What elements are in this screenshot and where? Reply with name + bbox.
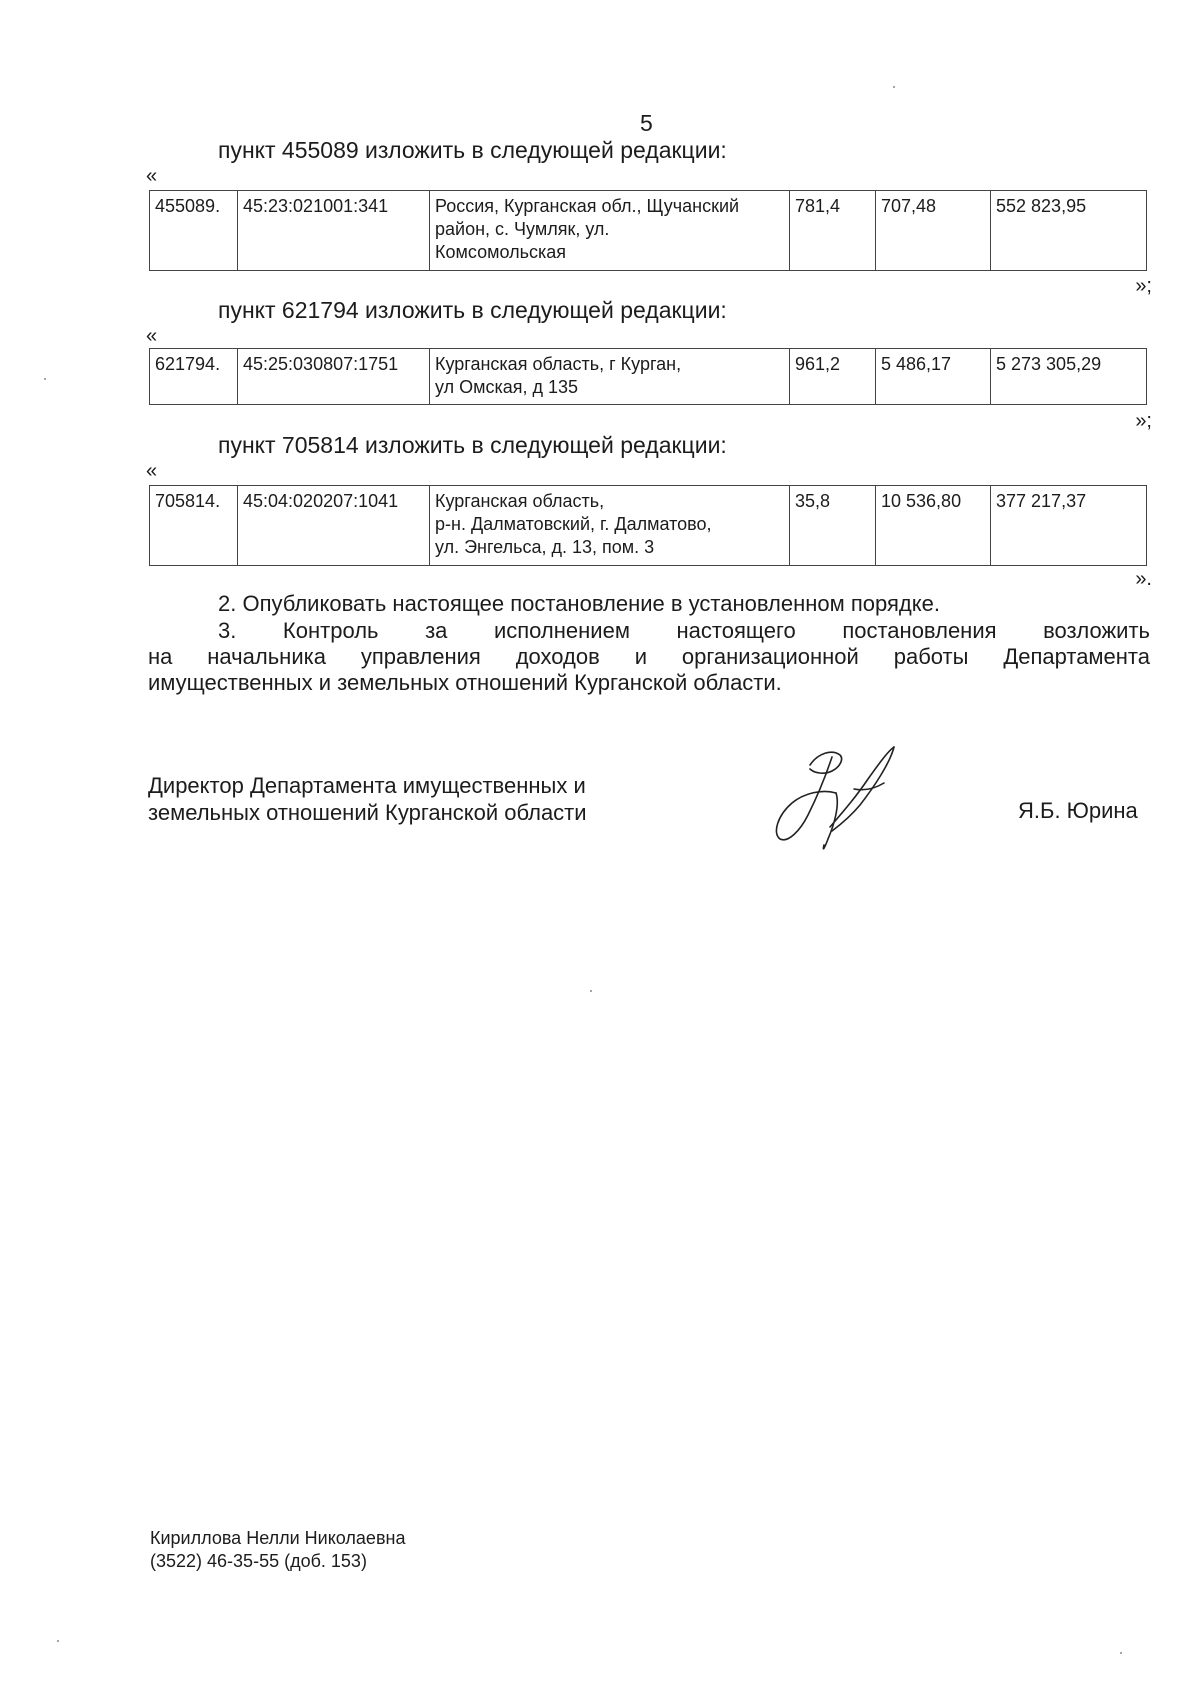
address-line: р-н. Далматовский, г. Далматово, [435,514,712,534]
section-3-open-quote: « [146,460,158,482]
item-3-line-3: имущественных и земельных отношений Курганской области. [148,670,782,695]
address-line: район, с. Чумляк, ул. [435,219,610,239]
section-3-table [149,485,1147,566]
cell-address [430,486,790,566]
cell-area: 781,4 [790,191,876,271]
cell-area: 961,2 [790,349,876,405]
section-1-open-quote: « [146,165,158,187]
cell-cadastral: 45:25:030807:1751 [238,349,430,405]
section-2-close-quote: »; [1135,410,1152,432]
section-2-open-quote: « [146,325,158,347]
cell-rate: 707,48 [876,191,991,271]
address-line: Курганская область, [435,491,605,511]
cell-value: 377 217,37 [991,486,1147,566]
cell-rate: 10 536,80 [876,486,991,566]
cell-num: 621794. [150,349,238,405]
signatory-position-line: земельных отношений Курганской области [148,800,587,825]
cell-value: 5 273 305,29 [991,349,1147,405]
signatory-position-line: Директор Департамента имущественных и [148,773,586,798]
section-1-table [149,190,1147,271]
item-3-line-1: 3. Контроль за исполнением настоящего постановления возложить [218,618,1150,643]
cell-area: 35,8 [790,486,876,566]
section-1-close-quote: »; [1135,275,1152,297]
cell-address [430,349,790,405]
section-1-lead: пункт 455089 изложить в следующей редакции: [218,137,727,163]
address-line: ул. Энгельса, д. 13, пом. 3 [435,537,655,557]
handwritten-signature [770,735,910,860]
section-2-table [149,348,1147,405]
executor-phone: (3522) 46-35-55 (доб. 153) [150,1551,367,1571]
page-number: 5 [640,110,653,136]
cell-address [430,191,790,271]
signatory-name: Я.Б. Юрина [1018,798,1138,823]
cell-cadastral: 45:04:020207:1041 [238,486,430,566]
executor-name: Кириллова Нелли Николаевна [150,1528,406,1548]
scan-speck [44,378,46,380]
address-line: ул Омская, д 135 [435,377,579,397]
cell-cadastral: 45:23:021001:341 [238,191,430,271]
scan-speck [590,990,592,992]
item-2-publish: 2. Опубликовать настоящее постановление в установленном порядке. [218,591,940,616]
address-line: Курганская область, г Курган, [435,354,682,374]
cell-rate: 5 486,17 [876,349,991,405]
cell-num: 705814. [150,486,238,566]
address-line: Комсомольская [435,242,566,262]
signatory-position [148,772,587,826]
section-2-lead: пункт 621794 изложить в следующей редакции: [218,297,727,323]
scan-speck [1120,1652,1122,1654]
item-3-line-2: на начальника управления доходов и организационной работы Департамента [148,644,1150,669]
cell-num: 455089. [150,191,238,271]
section-3-lead: пункт 705814 изложить в следующей редакции: [218,432,727,458]
address-line: Россия, Курганская обл., Щучанский [435,196,740,216]
scan-speck [57,1640,59,1642]
scan-speck [893,86,895,88]
cell-value: 552 823,95 [991,191,1147,271]
table-row [150,191,1147,271]
executor-info [150,1527,405,1573]
table-row [150,486,1147,566]
section-3-close-quote: ». [1135,568,1152,590]
table-row [150,349,1147,405]
